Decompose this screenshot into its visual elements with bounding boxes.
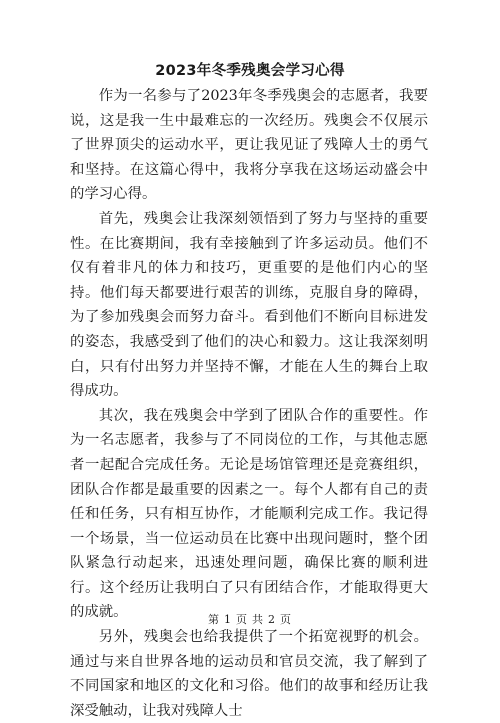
paragraph-intro: 作为一名参与了2023年冬季残奥会的志愿者，我要说，这是我一生中最难忘的一次经历。残奥会不仅展示了世界顶尖的运动水平，更让我见证了残障人士的勇气和坚持。在这篇心得中，我将分享我在这场运动盛会中的学习心得。 [70, 88, 428, 203]
document-body [70, 84, 428, 723]
page-footer [0, 611, 500, 627]
footer-total-prefix: 共 [252, 613, 264, 626]
footer-total-pages: 2 [268, 613, 276, 626]
footer-current-page: 1 [224, 613, 232, 626]
document-title: 2023年冬季残奥会学习心得 [155, 63, 345, 79]
paragraph-teamwork: 其次，我在残奥会中学到了团队合作的重要性。作为一名志愿者，我参与了不同岗位的工作，与其他志愿者一起配合完成任务。无论是场馆管理还是竞赛组织，团队合作都是最重要的因素之一。每个人都有自己的责任和任务，只有相互协作，才能顺利完成工作。我记得一个场景，当一位运动员在比赛中出现问题时，整个团队紧急行动起来，迅速处理问题，确保比赛的顺利进行。这个经历让我明白了只有团结合作，才能取得更大的成就。 [70, 407, 428, 621]
footer-page-mid: 页 [236, 613, 248, 626]
paragraph-perseverance: 首先，残奥会让我深刻领悟到了努力与坚持的重要性。在比赛期间，我有幸接触到了许多运动员。他们不仅有着非凡的体力和技巧，更重要的是他们内心的坚持。他们每天都要进行艰苦的训练，克服自身的障碍，为了参加残奥会而努力奋斗。看到他们不断向目标进发的姿态，我感受到了他们的决心和毅力。这让我深刻明白，只有付出努力并坚持不懈，才能在人生的舞台上取得成功。 [70, 210, 428, 400]
footer-page-suffix: 页 [280, 613, 292, 626]
paragraph-horizon: 另外，残奥会也给我提供了一个拓宽视野的机会。通过与来自世界各地的运动员和官员交流，我了解到了不同国家和地区的文化和习俗。他们的故事和经历让我深受触动，让我对残障人士 [70, 629, 428, 719]
footer-page-prefix: 第 [208, 613, 220, 626]
